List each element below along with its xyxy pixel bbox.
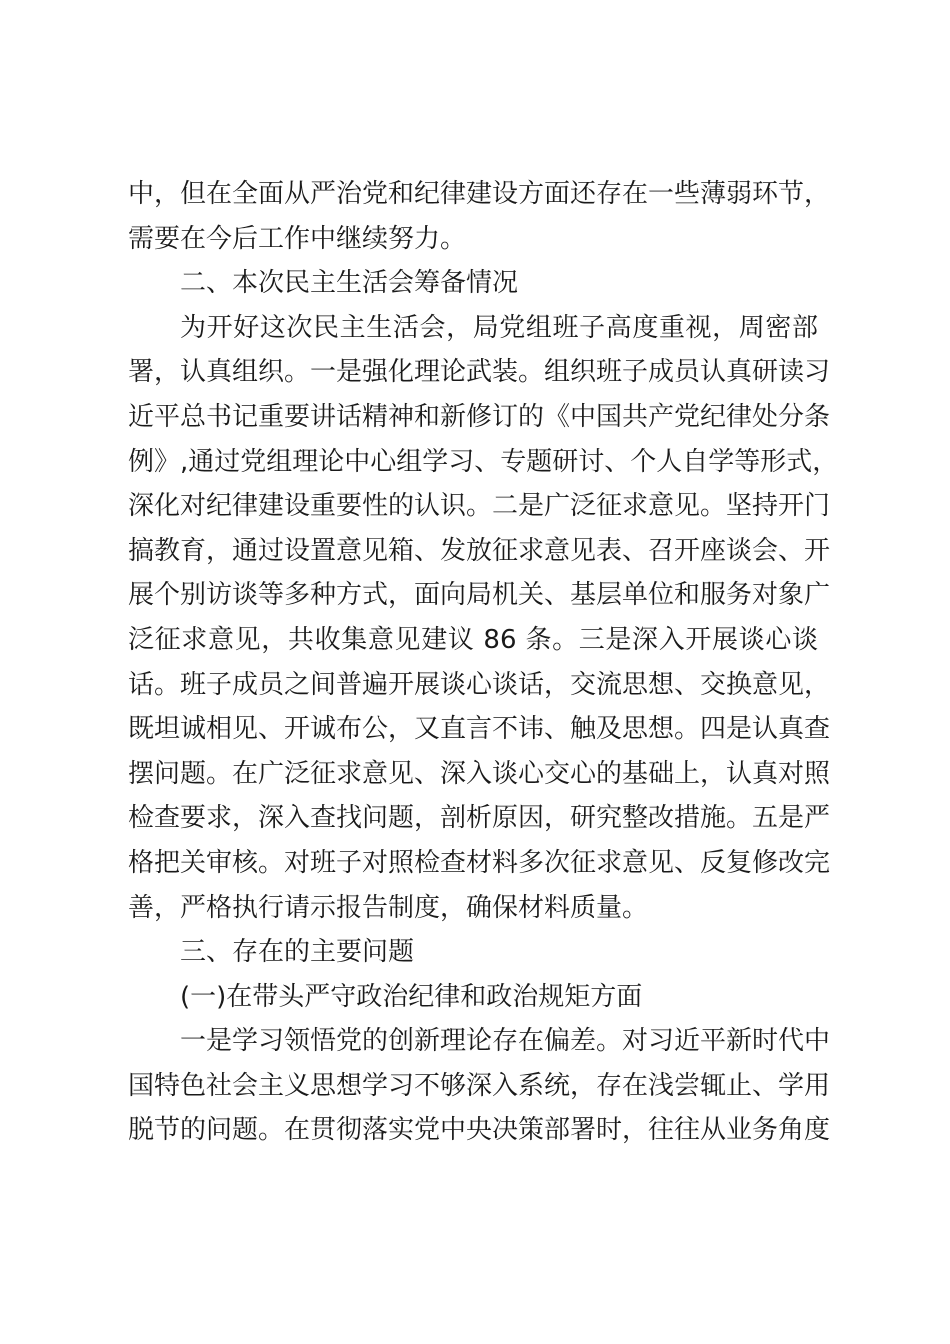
text-line: 摆问题。在广泛征求意见、深入谈心交心的基础上，认真对照: [128, 758, 831, 789]
text-line: 善，严格执行请示报告制度，确保材料质量。: [128, 892, 649, 923]
text-line: 一是学习领悟党的创新理论存在偏差。对习近平新时代中: [180, 1026, 831, 1057]
text-line: 展个别访谈等多种方式，面向局机关、基层单位和服务对象广: [128, 580, 831, 611]
text-line: 既坦诚相见、开诚布公，又直言不讳、触及思想。四是认真查: [128, 714, 831, 745]
text-line: 检查要求，深入查找问题，剖析原因，研究整改措施。五是严: [128, 803, 831, 834]
section-heading: 三、存在的主要问题: [180, 937, 415, 968]
text-line: 近平总书记重要讲话精神和新修订的《中国共产党纪律处分条: [128, 401, 831, 432]
text-line: 搞教育，通过设置意见箱、发放征求意见表、召开座谈会、开: [128, 535, 831, 566]
section-heading: 二、本次民主生活会筹备情况: [180, 268, 519, 299]
text-line: 国特色社会主义思想学习不够深入系统，存在浅尝辄止、学用: [128, 1070, 831, 1101]
text-line: 脱节的问题。在贯彻落实党中央决策部署时，往往从业务角度: [128, 1115, 831, 1146]
text-line: 中，但在全面从严治党和纪律建设方面还存在一些薄弱环节，: [128, 179, 831, 209]
subsection-heading: (一)在带头严守政治纪律和政治规矩方面: [180, 981, 643, 1012]
document-body: [128, 172, 839, 1153]
text-line: 格把关审核。对班子对照检查材料多次征求意见、反复修改完: [128, 847, 831, 878]
text-line: 深化对纪律建设重要性的认识。二是广泛征求意见。坚持开门: [128, 491, 831, 522]
text-line: 署，认真组织。一是强化理论武装。组织班子成员认真研读习: [128, 357, 831, 388]
text-line: 例》,通过党组理论中心组学习、专题研讨、个人自学等形式，: [128, 446, 839, 477]
text-line: 话。班子成员之间普遍开展谈心谈话，交流思想、交换意见，: [128, 669, 831, 700]
text-line: 泛征求意见，共收集意见建议 86 条。三是深入开展谈心谈: [128, 624, 818, 655]
text-line: 需要在今后工作中继续努力。: [128, 223, 467, 254]
text-line: 为开好这次民主生活会，局党组班子高度重视，周密部: [180, 312, 818, 343]
